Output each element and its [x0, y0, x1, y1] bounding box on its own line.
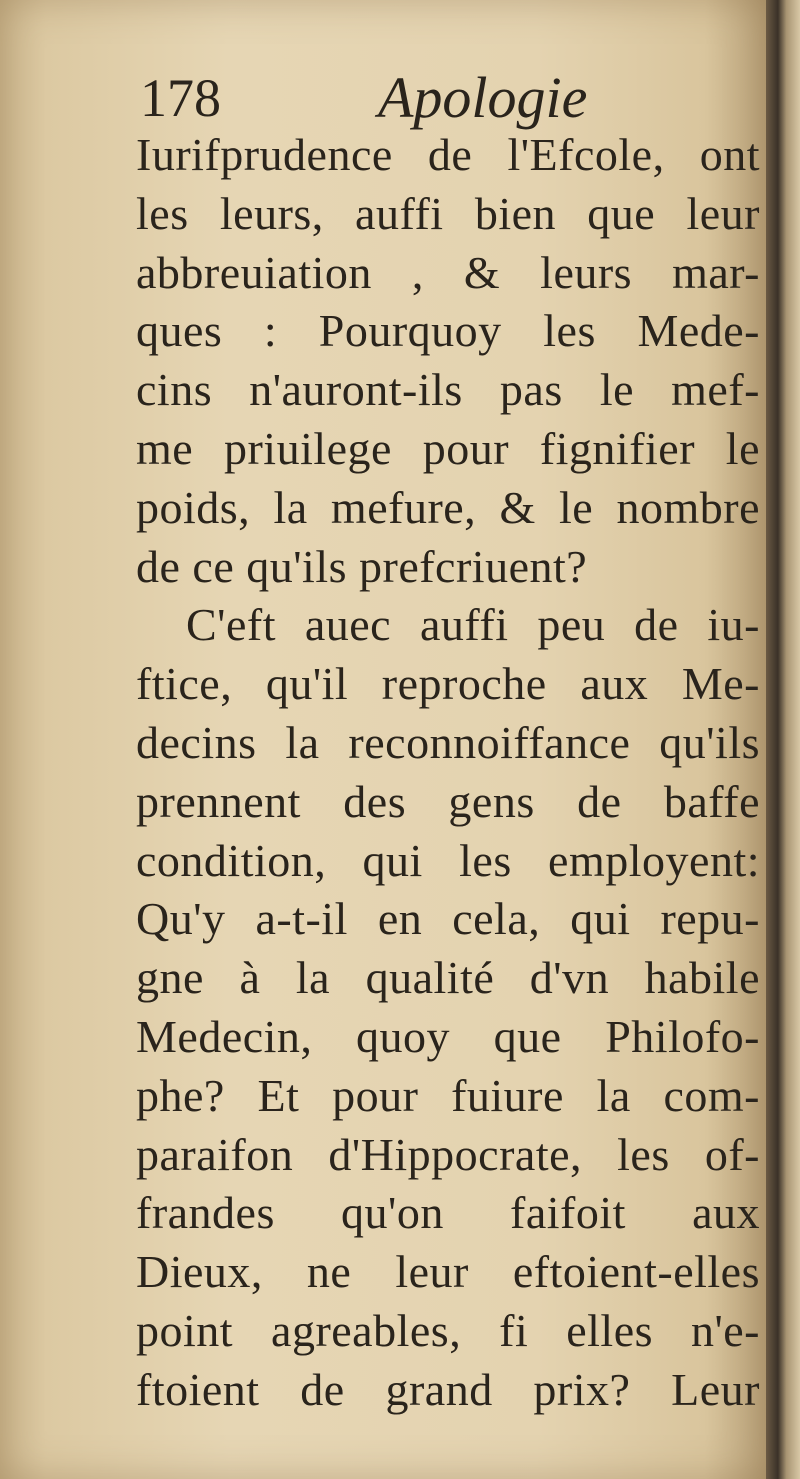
text-line: de ce qu'ils prefcriuent? — [136, 540, 588, 592]
text-line: me priuilege pour fignifier le — [136, 422, 760, 474]
text-line: ftoient de grand prix? Leur — [136, 1363, 760, 1415]
text-line: Dieux, ne leur eftoient-elles — [136, 1246, 760, 1298]
text-line: Medecin, quoy que Philofo- — [136, 1010, 760, 1062]
text-line: prennent des gens de baffe — [136, 775, 760, 827]
text-line: phe? Et pour fuiure la com- — [136, 1069, 760, 1121]
text-line: Qu'y a-t-il en cela, qui repu- — [136, 893, 760, 945]
text-line: gne à la qualité d'vn habile — [136, 952, 760, 1004]
text-line: poids, la mefure, & le nombre — [136, 481, 760, 533]
text-line: condition, qui les employent: — [136, 834, 760, 886]
paragraph-start-line: C'eft auec auffi peu de iu- — [186, 599, 760, 651]
text-line: les leurs, auffi bien que leur — [136, 187, 760, 239]
text-line: Iurifprudence de l'Efcole, ont — [136, 129, 760, 180]
text-line: cins n'auront-ils pas le mef- — [136, 364, 760, 416]
text-line: frandes qu'on faifoit aux — [136, 1187, 760, 1239]
page-number: 178 — [140, 68, 221, 128]
text-line: abbreuiation , & leurs mar- — [136, 246, 760, 298]
text-line: point agreables, fi elles n'e- — [136, 1304, 760, 1356]
text-line: ftice, qu'il reproche aux Me- — [136, 658, 760, 710]
text-line: paraifon d'Hippocrate, les of- — [136, 1128, 760, 1180]
text-line: decins la reconnoiffance qu'ils — [136, 716, 760, 768]
body-text — [136, 126, 760, 1420]
book-binding-edge — [766, 0, 800, 1479]
text-line: ques : Pourquoy les Mede- — [136, 305, 760, 357]
running-title: Apologie — [378, 65, 588, 130]
